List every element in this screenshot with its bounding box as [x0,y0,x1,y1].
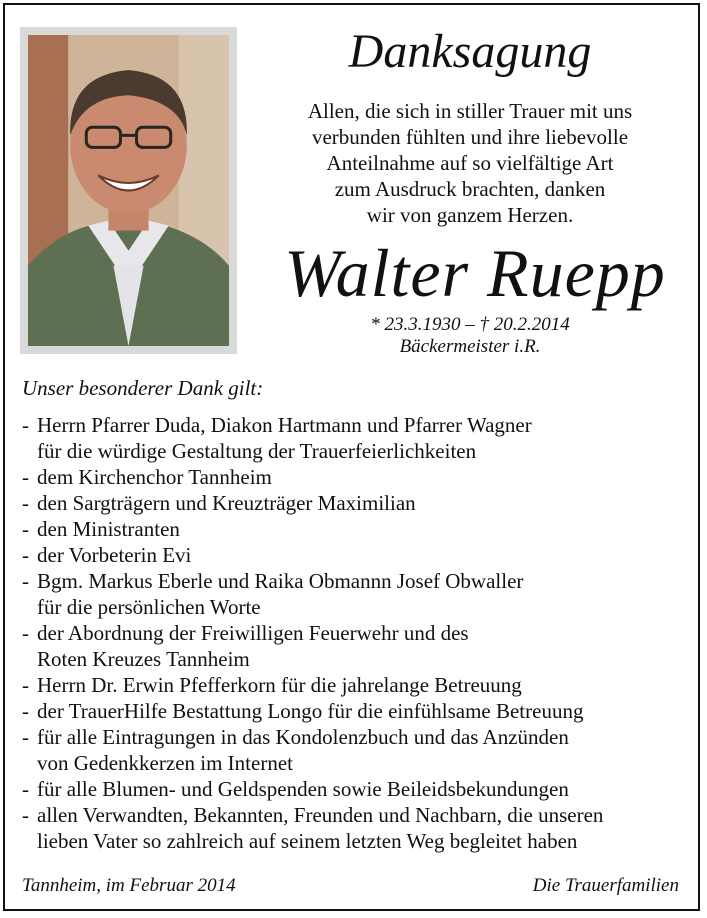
intro-line: wir von ganzem Herzen. [366,203,574,227]
intro-text [250,98,690,228]
list-item [22,412,692,464]
list-item [22,464,692,490]
list-item-line: - Herrn Dr. Erwin Pfefferkorn für die jahrelange Betreuung [37,673,522,697]
list-item [22,724,692,776]
list-item [22,620,692,672]
intro-line: zum Ausdruck brachten, danken [334,177,606,201]
portrait-photo-icon [28,35,229,346]
intro-line: verbunden fühlten und ihre liebevolle [311,125,629,149]
list-item [22,542,692,568]
list-item-line: - für alle Blumen- und Geldspenden sowie Beileidsbekundungen [37,777,569,801]
list-item [22,568,692,620]
intro-line: Allen, die sich in stiller Trauer mit uns [307,99,633,123]
portrait-photo [28,35,229,346]
thanks-heading: Unser besonderer Dank gilt: [22,376,264,400]
deceased-name: Walter Ruepp [284,235,666,311]
list-item-line: - Bgm. Markus Eberle und Raika Obmannn Josef Obwaller [37,569,524,593]
list-item-line: - den Sargträgern und Kreuzträger Maximilian [37,491,416,515]
life-dates: * 23.3.1930 – † 20.2.2014 [370,314,570,335]
list-item-line: lieben Vater so zahlreich auf seinem letzten Weg begleitet haben [37,829,578,853]
list-item-line: - allen Verwandten, Bekannten, Freunden und Nachbarn, die unseren [37,803,604,827]
page-title: Danksagung [348,25,592,78]
thanks-list [22,412,692,854]
list-item-line: - für alle Eintragungen in das Kondolenzbuch und das Anzünden [37,725,569,749]
list-item-line: - der TrauerHilfe Bestattung Longo für die einfühlsame Betreuung [37,699,584,723]
list-item [22,490,692,516]
list-item [22,516,692,542]
portrait-frame [20,27,237,354]
intro-line: Anteilnahme auf so vielfältige Art [326,151,614,175]
list-item [22,698,692,724]
list-item [22,776,692,802]
profession: Bäckermeister i.R. [399,336,541,357]
list-item [22,672,692,698]
list-item-line: von Gedenkkerzen im Internet [37,751,293,775]
footer-place-date: Tannheim, im Februar 2014 [22,875,236,896]
list-item-line: - den Ministranten [37,517,180,541]
list-item-line: für die würdige Gestaltung der Trauerfeierlichkeiten [37,439,477,463]
list-item [22,802,692,854]
list-item-line: - der Vorbeterin Evi [37,543,192,567]
list-item-line: - dem Kirchenchor Tannheim [37,465,272,489]
list-item-line: - der Abordnung der Freiwilligen Feuerwehr und des [37,621,469,645]
list-item-line: - Herrn Pfarrer Duda, Diakon Hartmann und Pfarrer Wagner [37,413,532,437]
list-item-line: Roten Kreuzes Tannheim [37,647,250,671]
list-item-line: für die persönlichen Worte [37,595,261,619]
footer-signature: Die Trauerfamilien [532,875,679,896]
